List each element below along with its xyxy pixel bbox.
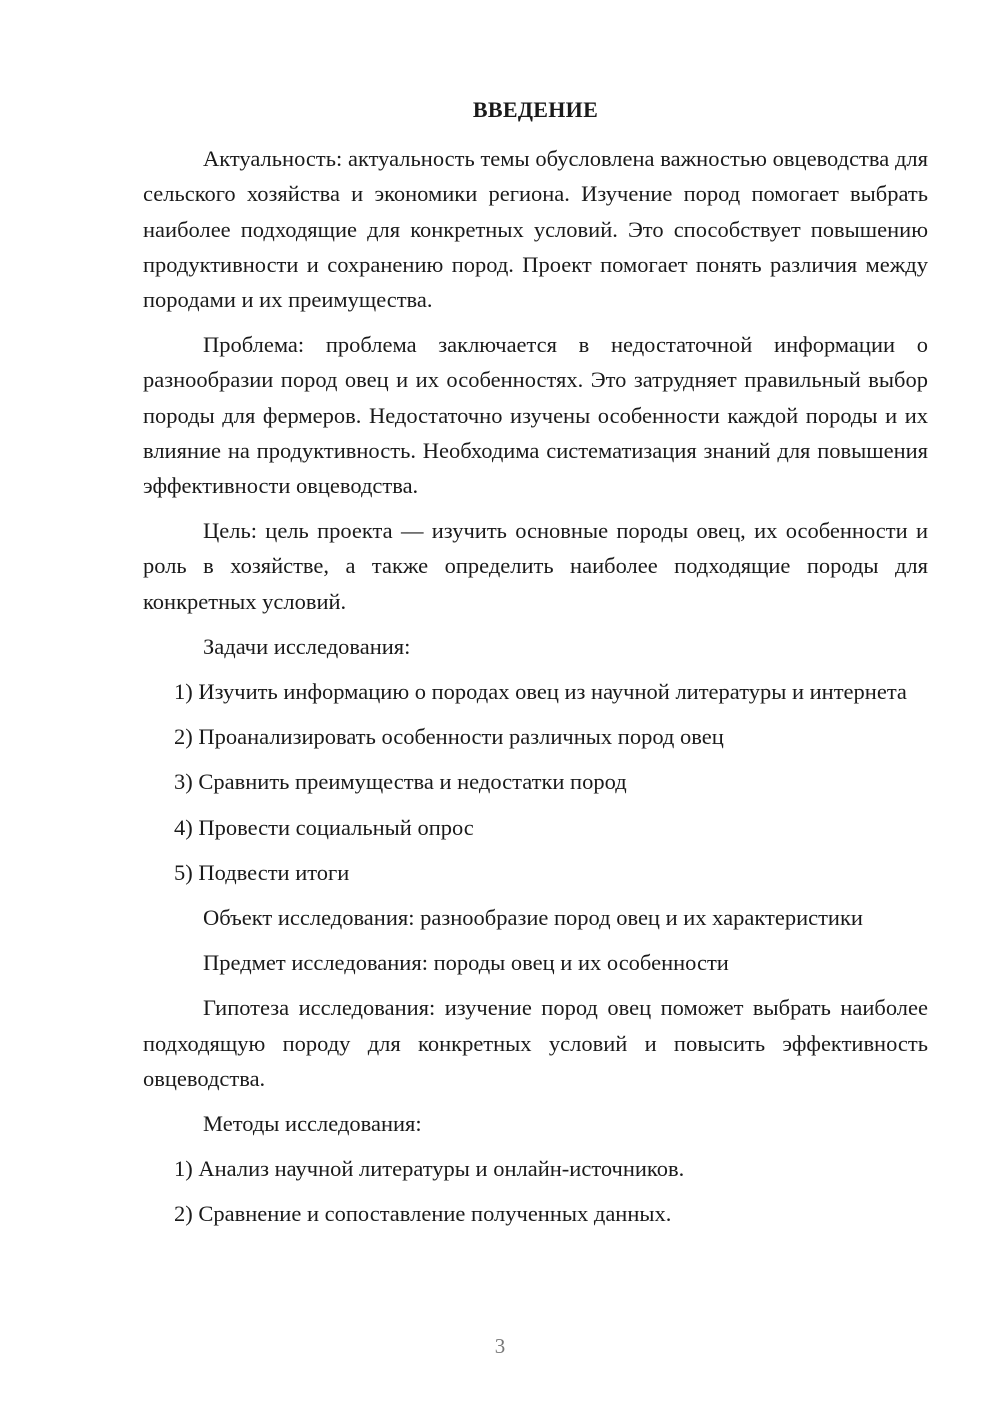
task-item: 5) Подвести итоги: [174, 859, 350, 885]
task-item: 4) Провести социальный опрос: [174, 814, 474, 840]
relevance-paragraph: Актуальность: актуальность темы обусловлена важностью овцеводства для сельского хозяйства и экономики региона. Изучение пород помогает выбрать наиболее подходящие для конкретных условий. Это способствует повышению продуктивности и сохранению пород. Проект помогает понять различия между породами и их преимущества.: [143, 146, 928, 313]
tasks-heading: Задачи исследования:: [203, 633, 411, 659]
subject-paragraph: Предмет исследования: породы овец и их особенности: [203, 950, 729, 976]
problem-paragraph: Проблема: проблема заключается в недостаточной информации о разнообразии пород овец и их особенностях. Это затрудняет правильный выбор породы для фермеров. Недостаточно изучены особенности каждой породы и их влияние на продуктивность. Необходима систематизация знаний для повышения эффективности овцеводства.: [143, 332, 928, 499]
task-item: 3) Сравнить преимущества и недостатки пород: [174, 769, 627, 795]
methods-heading: Методы исследования:: [203, 1111, 422, 1137]
method-item: 2) Сравнение и сопоставление полученных данных.: [174, 1201, 672, 1227]
method-item: 1) Анализ научной литературы и онлайн-источников.: [174, 1156, 685, 1182]
task-item: 1) Изучить информацию о породах овец из научной литературы и интернета: [174, 679, 907, 705]
section-title: ВВЕДЕНИЕ: [472, 97, 599, 122]
task-item: 2) Проанализировать особенности различных пород овец: [174, 724, 724, 750]
page-number: 3: [494, 1334, 506, 1358]
hypothesis-paragraph: Гипотеза исследования: изучение пород овец поможет выбрать наиболее подходящую породу для конкретных условий и повысить эффективность овцеводства.: [143, 995, 928, 1091]
page-content: [143, 92, 928, 1242]
object-paragraph: Объект исследования: разнообразие пород овец и их характеристики: [203, 905, 863, 931]
goal-paragraph: Цель: цель проекта — изучить основные породы овец, их особенности и роль в хозяйстве, а также определить наиболее подходящие породы для конкретных условий.: [143, 518, 928, 614]
